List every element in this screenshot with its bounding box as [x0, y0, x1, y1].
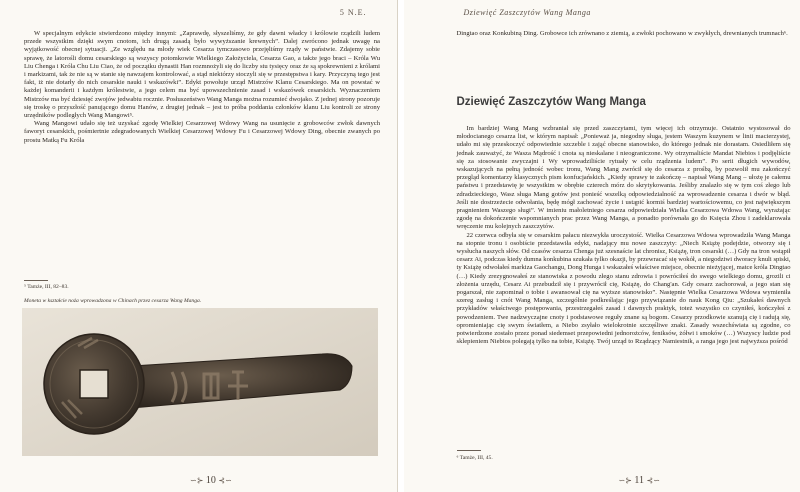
- paragraph: 22 czerwca odbyła się w cesarskim pałacu niezwykła uroczystość. Wielka Cesarzowa Wdowa wprowadziła Wang Manga na stopnie tronu i osobiście przedstawiła edykt, nadający mu nowe zaszczyty: „Niech Książę podejdzie, otworzy się i wysłucha naszych słów. Od czasów cesarza Chenga już szesnaście lat chronisz, Książę, tron cesarski (…) Gdy na tron wstąpił cesarz Ai, podczas kiedy dumna konkubina szukała tylko okazji, by przewracać się wokół, a niegodziwi dworacy knuli spiski, ty Książę odwołałeś markiza Gaochangu, Dong Hunga i wskazałeś właściwe miejsce, obecnie nieżyjącej, matce króla Dingtao (…) Kiedy zrezygnowałeś ze stanowiska z powodu złego stanu zdrowia i powróciłeś do swego wielkiego domu, grozili ci złożenia urzędu, Cesarz Ai przebudził się i przywrócił cię, Książę, do Chang'an. Gdy cesarz zachorował, a jego stan się pogarszał, nie zapominał o tobie i awansował cię na wyższe stanowisko”. Następnie Wielka Cesarzowa Wdowa wymieniła szereg zasług i cnót Wang Manga, szczególnie podkreślając jego przywiązanie do nauk Kong Qiu: „Szukałeś dawnych przykładów właściwego postępowania, przestrzegałeś zasad i dawnych praktyk, toteż wszystko co czyniłeś, kończyłeś z powodzeniem. Twe nadzwyczajne cnoty i podstawowe reguły znane są bogom. Cesarzy przodkowie szanują cię i radują się, opromieniając cię swym światłem, a Niebo zsyłało wielokrotnie szczęśliwe znaki. Zasady wszechświata są zgodne, co potwierdzone zostało przez ponad siedemset przepowiedni jednorożców, feniksów, żółwi i smoków (…) Wszyscy ludzie pod sklepieniem Niebios polegają tylko na tobie, Książę. Twój urząd to Rządzący Namiestnik, a ranga jego jest najwyższa pośród: [456, 231, 791, 346]
- footnote: ⁵ Tamże, III, 82–83.: [24, 284, 69, 290]
- page-number-right: [619, 475, 660, 486]
- right-top-text: [457, 30, 791, 38]
- right-body-text: [457, 125, 791, 346]
- folio-ornament-icon: ∽⊱: [190, 476, 204, 485]
- left-page: [0, 0, 398, 492]
- paragraph: Wang Mangowi udało się też uzyskać zgodę Wielkiej Cesarzowej Wdowy Wang na usunięcie z grobowców zwłok dawnych faworyt cesarskich, pośmiertnie zdegradowanych Wielkiej Cesarzowej Wdowy Fu i Cesarzowej Wdowy Ding, obecnie zwanych po prostu Matką Fu Króla: [24, 120, 380, 144]
- running-head-left: 5 N.E.: [339, 8, 367, 17]
- coin-photo: [22, 308, 378, 456]
- knife-coin-image: [22, 308, 378, 456]
- page-number-left: [190, 475, 232, 486]
- section-heading: Dziewięć Zaszczytów Wang Manga: [456, 96, 646, 108]
- folio-number: 10: [205, 475, 216, 486]
- figure-caption: Moneta w kształcie noża wprowadzona w Chinach przez cesarza Wang Manga.: [24, 298, 202, 304]
- folio-ornament-icon: ∽⊱: [618, 476, 632, 485]
- footnote: ⁶ Tamże, III, 45.: [456, 455, 493, 461]
- right-page: [404, 0, 800, 492]
- footnote-rule: [457, 450, 481, 451]
- running-head-right: Dziewięć Zaszczytów Wang Manga: [463, 8, 591, 17]
- paragraph: Im bardziej Wang Mang wzbraniał się przed zaszczytami, tym więcej ich otrzymuje. Ostatnio wystosował do młodocianego cesarza list, w którym napisał: „Ponieważ ja, niegodny sługa, jestem Waszym kuzynem w linii macierzystej, udało mi się przeskoczyć odpowiednie szczeble i zająć obecne stanowisko, do którego jednak nie dorastam. Osiedliłem się jednak zauważyć, że Wasza Mądrość i cnota są nieskalane i nieograniczone. Wy otrzymaliście Mandat Niebios i podjęliście się za stosowanie zwyczajni i Wy wprowadziliście rytuały w celu rządzenia ludem”. Po serii długich wywodów, wskazujących na pełną jedność wobec tronu, Wang Mang zwrócił się do cesarza z prośbą, by pozwolił mu zakończyć przegląd komentarzy klasycznych pism konfucjańskich. „Kiedy sprawy te zakończę – napisał Wang Mang – ułożę je całemu państwu i przedstawię je wszystkim w obrębie czterech mórz do skrytykowania. Jeśliby znalazło się w tym coś złego lub zdradzieckiego, Wasz sługa Mang gotów jest ponieść wszelką odpowiedzialność za wprowadzenie cesarza i dwór w błąd. Jeśli nie dostrzeżecie odwołania, będę mógł zachować życie i ustąpić kormiś bardziej wartościowemu, co jest największym pragnieniem Waszego sługi”. W imieniu małoletniego cesarza odpowiedziała Wielka Cesarzowa Wdowa Wang, wyrażając zgodę na dokończenie wspomnianych prac przez Wang Manga, a ponadto porównała go do Księcia Zhou i zadeklarowała wręczenie mu kolejnych zaszczytów.: [456, 125, 791, 231]
- left-body-text: [24, 30, 380, 145]
- footnote-rule: [24, 280, 48, 281]
- folio-ornament-icon: ⊰∽: [646, 476, 660, 485]
- folio-ornament-icon: ⊰∽: [218, 476, 232, 485]
- folio-number: 11: [634, 475, 645, 486]
- paragraph: Dingtao oraz Konkubiną Ding. Grobowce ich zrównano z ziemią, a zwłoki pochowano w zwykłych, drewnianych trumnach⁶.: [456, 30, 788, 37]
- paragraph: W specjalnym edykcie stwierdzono między innymi: „Zaprawdę, słyszeliśmy, że gdy dawni władcy i królowie rządzili ludem przede wszystkim dzięki swym cnotom, ich drugą zasadą było wywyższanie krewnych”. Dalej zwrócono jednak uwagę na wyjątkowość obecnej sytuacji. „Ze względu na młody wiek Cesarza tymczasowo przejęliśmy rządy w państwie. Zdajemy sobie sprawę, że latorośli domu cesarskiego są wszyscy potomkowie Wielkiego Założyciela, Cesarza Gao, a także jego braci – Króla Wu Liu Chenga i Króla Chu Liu Ciao, że od początku dynastii Han rozmnożyli się do liczby stu tysięcy oraz że są spokrewnieni z królami i markizami, tak że nie są w stanie się nawzajem kontrolować, a stąd niektórzy stoczyli się w przestępstwa i kary. Przyczyną tego jest fakt, iż nie dotarły do nich cesarskie nauki i wskazówki”. Edykt powołuje urząd Mistrzów Klanu Cesarskiego. Ma on powstać w każdej komanderii i każdym królestwie, a jego celem ma być upowszechnienie zasad i wskazówek cesarskich. Wyznaczeniem Mistrzów ma być dziesięć zwojów jedwabiu rocznie. Posłuszeństwo Wang Manga można rozumieć dwojako. Z jednej strony pozoruje się troskę o przyszłość panującego domu Hanów, z drugiej jednak – jest to próba poddania członków klanu Liu kontroli ze strony urzędników podległych Wang Mangowi⁵.: [24, 30, 380, 120]
